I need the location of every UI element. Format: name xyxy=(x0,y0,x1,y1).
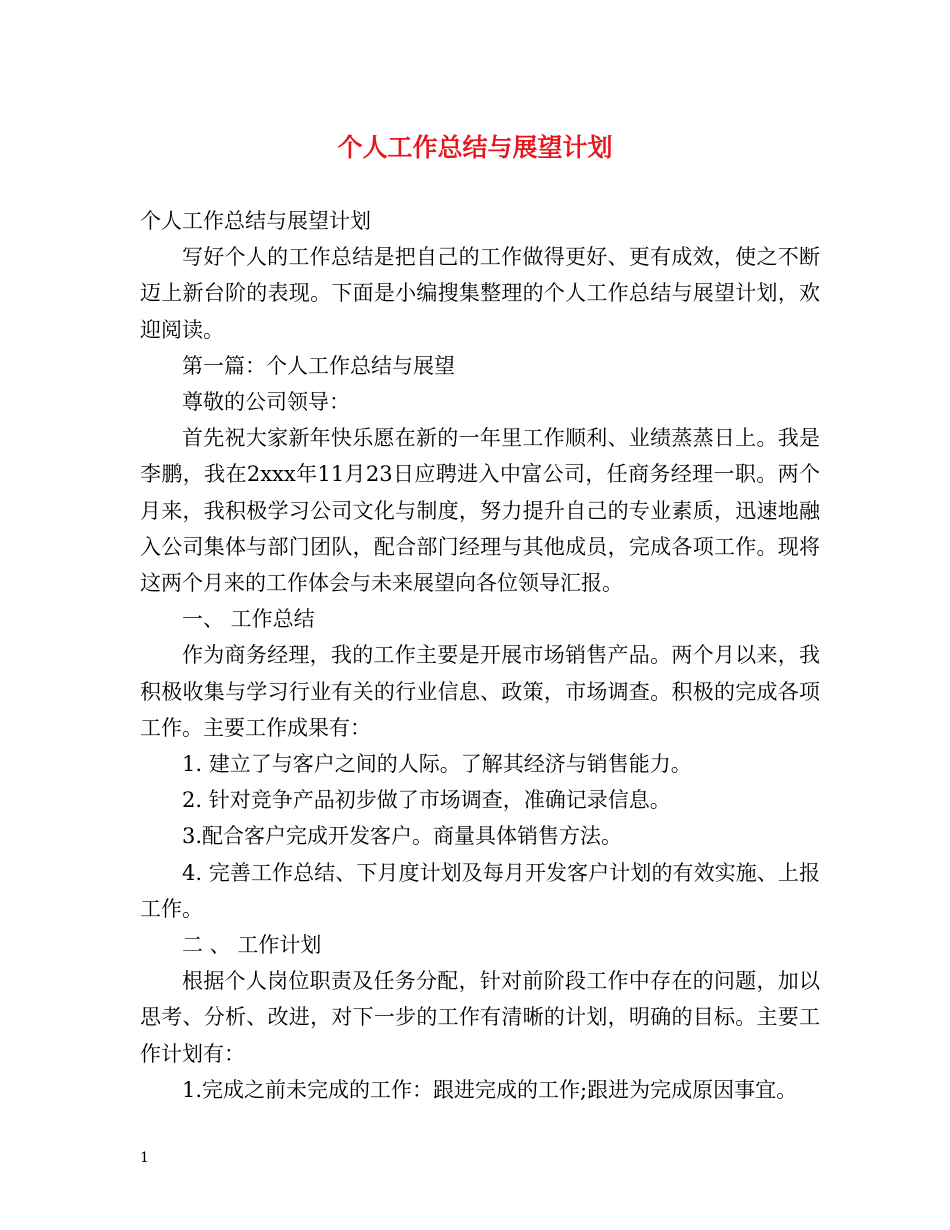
list-item: 3.配合客户完成开发客户。商量具体销售方法。 xyxy=(182,824,623,849)
opening-paragraph: 首先祝大家新年快乐愿在新的一年里工作顺利、业绩蒸蒸日上。我是李鹏，我在2xxx年11月23日应聘进入中富公司，任商务经理一职。两个月来，我积极学习公司文化与制度，努力提升自己的专业素质，迅速地融入公司集体与部门团队，配合部门经理与其他成员，完成各项工作。现将这两个月来的工作体会与未来展望向各位领导汇报。 xyxy=(140,426,820,596)
section-heading-summary: 一、 工作总结 xyxy=(182,607,315,632)
page-number: 1 xyxy=(140,1150,149,1166)
document-title: 个人工作总结与展望计划 xyxy=(337,133,613,162)
plan-paragraph: 根据个人岗位职责及任务分配，针对前阶段工作中存在的问题，加以思考、分析、改进，对下一步的工作有清晰的计划，明确的目标。主要工作计划有： xyxy=(140,969,820,1066)
list-item: 4. 完善工作总结、下月度计划及每月开发客户计划的有效实施、上报工作。 xyxy=(140,860,820,921)
section-heading-plan: 二 、 工作计划 xyxy=(182,933,322,958)
intro-paragraph: 写好个人的工作总结是把自己的工作做得更好、更有成效，使之不断迈上新台阶的表现。下面是小编搜集整理的个人工作总结与展望计划，欢迎阅读。 xyxy=(140,245,820,342)
salutation: 尊敬的公司领导： xyxy=(182,390,350,415)
list-item: 1.完成之前未完成的工作：跟进完成的工作;跟进为完成原因事宜。 xyxy=(182,1077,798,1102)
list-item: 1. 建立了与客户之间的人际。了解其经济与销售能力。 xyxy=(182,752,692,777)
summary-paragraph: 作为商务经理，我的工作主要是开展市场销售产品。两个月以来，我积极收集与学习行业有关的行业信息、政策，市场调查。积极的完成各项工作。主要工作成果有： xyxy=(140,643,820,740)
chapter-heading: 第一篇：个人工作总结与展望 xyxy=(182,353,455,378)
document-body xyxy=(140,203,820,1108)
subtitle-paragraph: 个人工作总结与展望计划 xyxy=(140,209,371,233)
list-item: 2. 针对竞争产品初步做了市场调查，准确记录信息。 xyxy=(182,788,671,813)
